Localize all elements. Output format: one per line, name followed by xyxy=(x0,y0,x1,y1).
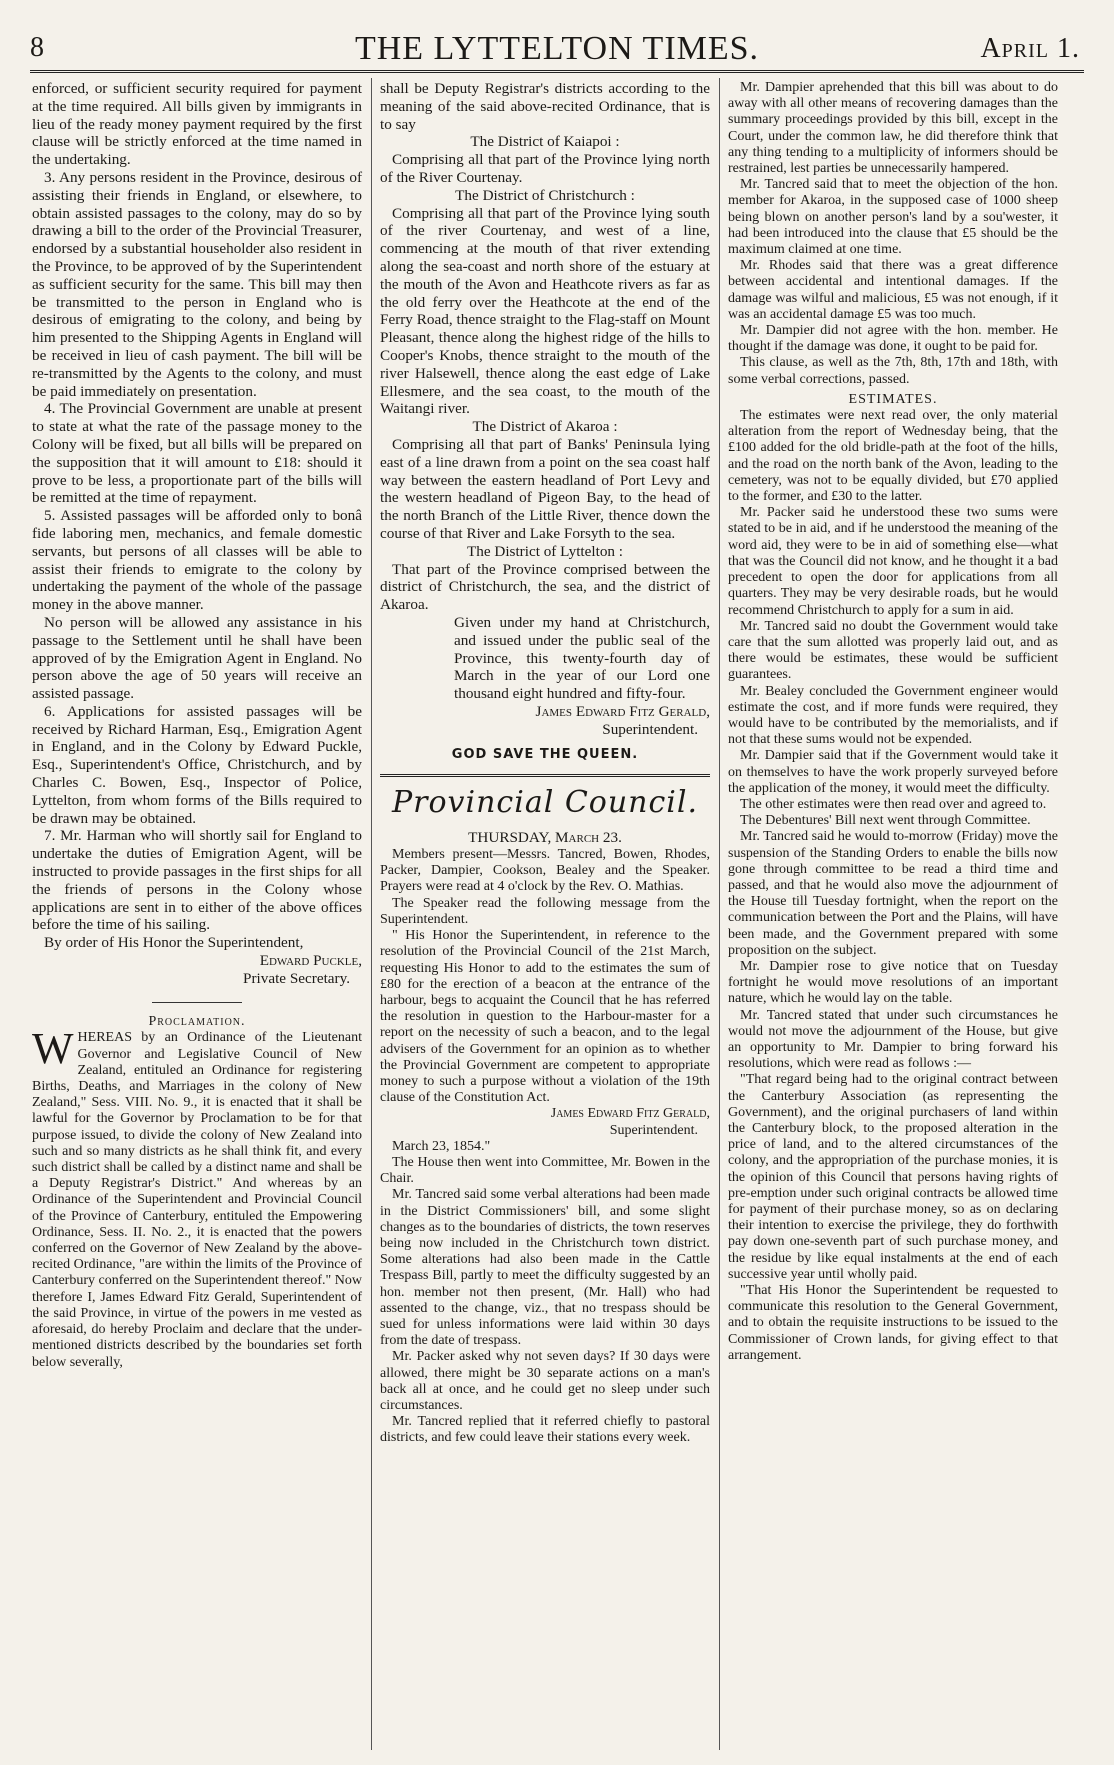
district-title: The District of Akaroa : xyxy=(472,418,618,436)
paragraph: By order of His Honor the Superintendent, xyxy=(44,934,304,952)
paragraph: Mr. Packer asked why not seven days? If 30 days were allowed, there might be 30 separate actions on a man's back all at once, and he could get no sleep under such circumstances. xyxy=(380,1349,710,1413)
district-description: Comprising all that part of the Province lying north of the River Courtenay. xyxy=(380,151,710,186)
paragraph: Mr. Tancred said that to meet the objection of the hon. member for Akaroa, in the supposed case of 1000 sheep being blown on another person's land by a sou'wester, it had been introduced into the clause that £5 should be the maximum claimed at one time. xyxy=(728,177,1058,258)
proclamation-text xyxy=(32,1024,362,1370)
issue-date: April 1. xyxy=(980,33,1080,64)
paragraph: This clause, as well as the 7th, 8th, 17th and 18th, with some verbal corrections, passed. xyxy=(728,355,1058,387)
paragraph: Mr. Dampier did not agree with the hon. member. He thought if the damage was done, it ought to be paid for. xyxy=(728,323,1058,355)
paragraph: Mr. Tancred said no doubt the Government would take care that the sum allotted was properly laid out, and as there would be estimates, these would be sufficient guarantees. xyxy=(728,618,1058,683)
provincial-council-heading: Provincial Council. xyxy=(391,785,699,821)
paragraph: shall be Deputy Registrar's districts according to the meaning of the said above-recited Ordinance, that is to say xyxy=(380,80,710,133)
section-rule xyxy=(152,1002,242,1003)
column-divider xyxy=(371,78,372,1750)
column-3 xyxy=(728,80,1058,1364)
paragraph: Mr. Tancred said he would to-morrow (Friday) move the suspension of the Standing Orders to enable the bills now gone through committee to be read a third time and passed, and that he would also move the adjournment of the House till Tuesday fortnight, when the report on the communication between the Port and the Plains, will have been made, and the Government prepared with some proposition on the subject. xyxy=(728,829,1058,958)
paragraph: The House then went into Committee, Mr. Bowen in the Chair. xyxy=(380,1154,710,1187)
superintendent-message: " His Honor the Superintendent, in reference to the resolution of the Provincial Council of the 21st March, requesting His Honor to add to the estimates the sum of £80 for the erection of a beacon at the entrance of the harbour, begs to acquaint the Council that he has referred the resolution in question to the Harbour-master for a report on the necessity of such a beacon, and to the legal advisers of the Government for an opinion as to whether the Provincial Government are competent to appropriate money to such a purpose without a violation of the 19th clause of the Constitution Act. xyxy=(380,928,710,1106)
paragraph: Mr. Bealey concluded the Government engineer would estimate the cost, and if more funds were required, they would have to be contributed by the memorialists, and if not that these sums would not be expended. xyxy=(728,683,1058,748)
session-date: THURSDAY, March 23. xyxy=(468,829,622,847)
signature-title: Superintendent. xyxy=(609,1122,698,1138)
district-title: The District of Christchurch : xyxy=(455,186,635,204)
paragraph: Mr. Dampier rose to give notice that on Tuesday fortnight he would move resolutions of an important nature, which he would lay on the table. xyxy=(728,958,1058,1007)
given-under-hand: Given under my hand at Christchurch, and issued under the public seal of the Province, this twenty-fourth day of March in the year of our Lord one thousand eight hundred and fifty-four. xyxy=(454,613,710,703)
paragraph: Mr. Rhodes said that there was a great difference between accidental and intentional damages. If the damage was wilful and malicious, £5 was not enough, if it was an accidental damage £5 was too much. xyxy=(728,258,1058,322)
resolution: "That regard being had to the original contract between the Canterbury Association (as representing the Government), and the original purchasers of land within the Canterbury block, to the proposed alteration in the price of land, and to the altered circumstances of the colony, and the appropriation of the purchase monies, it is the opinion of this Council that persons having rights of pre-emption under such original contracts be allowed time for payment of their purchase money, so as on declaring their intention to exercise the privilege, they do forthwith pay down one-seventh part of such purchase money, and the residue by like equal instalments at the end of each successive year until wholly paid. xyxy=(728,1072,1058,1282)
paragraph: 5. Assisted passages will be afforded only to bonâ fide laboring men, mechanics, and female domestic servants, but persons of all classes will be able to assist their friends to emigrate to the colony by undertaking the payment of the whole of the passage money in the above manner. xyxy=(32,507,362,614)
newspaper-title: THE LYTTELTON TIMES. xyxy=(354,30,760,67)
message-date: March 23, 1854." xyxy=(392,1138,491,1154)
proclamation-heading: Proclamation. xyxy=(148,1013,246,1029)
estimates-heading: ESTIMATES. xyxy=(848,391,938,407)
district-description: That part of the Province comprised between the district of Christchurch, the sea, and the district of Akaroa. xyxy=(380,560,710,614)
masthead-rule xyxy=(30,70,1084,73)
column-1 xyxy=(32,80,362,1371)
masthead xyxy=(30,30,1084,66)
paragraph: 3. Any persons resident in the Province, desirous of assisting their friends in England, or elsewhere, to obtain assisted passages to the colony, may do so by drawing a bill to the order of the Provincial Treasurer, endorsed by a substantial householder also resident in the Province, to be approved of by the Superintendent as sufficient security for the same. This bill may then be transmitted to the person in England who is desirous of emigrating to the colony, and being by him presented to the Shipping Agents in England will be received in lieu of cash payment. The bill will be re-transmitted by the Agents to the colony, and must be paid immediately on presentation. xyxy=(32,168,362,400)
paragraph: The Speaker read the following message from the Superintendent. xyxy=(380,895,710,927)
district-description: Comprising all that part of the Province lying south of the river Courtenay, and west of a line, commencing at the mouth of that river extending along the sea-coast and north shore of the estuary at the mouth of the Avon and Heathcote rivers as far as the old ferry over the Heathcote at the end of the Ferry Road, thence straight to the Flag-staff on Mount Pleasant, thence along the highest ridge of the hills to Cooper's Knobs, thence straight to the mouth of the river Halsewell, thence along the east edge of Lake Ellesmere, and the sea coast, to the mouth of the Waitangi river. xyxy=(380,204,710,418)
paragraph: The estimates were next read over, the only material alteration from the report of Wednesday being, that the £100 added for the old bridle-path at the foot of the hills, and the road on the north bank of the Avon, leading to the cemetery, was not to be equally divided, but £70 applied to the former, and £30 to the latter. xyxy=(728,408,1058,505)
paragraph: No person will be allowed any assistance in his passage to the Settlement until he shall have been approved of by the Emigration Agent in England. No person above the age of 50 years will receive an assisted passage. xyxy=(32,613,362,703)
paragraph: Mr. Tancred replied that it referred chiefly to pastoral districts, and few could leave their stations every week. xyxy=(380,1414,710,1446)
paragraph: Mr. Tancred stated that under such circumstances he would not move the adjournment of the House, but give an opportunity to Mr. Dampier to bring forward his resolutions, which were read as follows :— xyxy=(728,1007,1058,1072)
god-save-the-queen: GOD SAVE THE QUEEN. xyxy=(451,747,639,763)
column-2 xyxy=(380,80,710,1447)
signature-title: Superintendent. xyxy=(602,720,698,738)
paragraph: enforced, or sufficient security required for payment at the time required. All bills given by immigrants in lieu of the ready money payment required by the first clause will be strictly enforced at the time named in the undertaking. xyxy=(32,80,362,169)
paragraph: The other estimates were then read over and agreed to. xyxy=(740,796,1047,812)
signature-name: James Edward Fitz Gerald, xyxy=(535,702,710,720)
district-description: Comprising all that part of Banks' Peninsula lying east of a line drawn from a point on the sea coast half way between the eastern headland of Port Levy and the western headland of Pigeon Bay, to the head of the north Branch of the Little River, thence down the course of that River and Lake Forsyth to the sea. xyxy=(380,435,710,542)
paragraph: Mr. Tancred said some verbal alterations had been made in the District Commissioners' bill, and some slight changes as to the boundaries of districts, the town reserves being now included in the Christchurch town district. Some alterations had also been made in the Cattle Trespass Bill, partly to meet the difficulty suggested by an hon. member not then present, (Mr. Hall) who had assented to the change, viz., that no trespass should be sued for unless informations were laid within 30 days from the date of trespass. xyxy=(380,1187,710,1349)
page-number: 8 xyxy=(30,32,44,63)
signature-title: Private Secretary. xyxy=(243,969,350,987)
district-title: The District of Lyttelton : xyxy=(466,542,624,560)
paragraph: 4. The Provincial Government are unable at present to state at what the rate of the passage money to the Colony will be fixed, but all bills will be prepared on the supposition that it will amount to £18: should it prove to be less, a proportionate part of the bills will be remitted at the time of repayment. xyxy=(32,400,362,507)
proclamation-body: HEREAS by an Ordinance of the Lieutenant Governor and Legislative Council of New Zealand, entituled an Ordinance for registering Births, Deaths, and Marriages in the colony of New Zealand," Sess. VIII. No. 9., it is enacted that it shall be lawful for the Governor by Proclamation to be for that purpose issued, to divide the colony of New Zealand into such and so many districts as he shall think fit, and every such district shall be called by a distinct name and shall be a Deputy Registrar's District." And whereas by an Ordinance of the Superintendent and Provincial Council of the Province of Canterbury, entituled the Empowering Ordinance, Sess. II. No. 2., it is enacted that the powers conferred on the Governor of New Zealand by the above-recited Ordinance, "are within the limits of the Province of Canterbury conferred on the Superintendent thereof." Now therefore I, James Edward Fitz Gerald, Superintendent of the said Province, in virtue of the powers in me vested as aforesaid, do hereby Proclaim and declare that the under-mentioned districts described by the boundaries set forth below severally, xyxy=(32,1030,362,1370)
signature-name: Edward Puckle, xyxy=(259,952,362,970)
paragraph: Mr. Dampier said that if the Government would take it on themselves to have the work properly surveyed before the application of the money, it would meet the difficulty. xyxy=(728,748,1058,796)
district-title: The District of Kaiapoi : xyxy=(470,133,620,151)
signature-name: James Edward Fitz Gerald, xyxy=(550,1106,710,1122)
paragraph: 7. Mr. Harman who will shortly sail for England to undertake the duties of Emigration Agent, will be instructed to provide passages in the first ships for all the friends of persons in the Colony whose applications are sent in to either of the above offices before the time of his sailing. xyxy=(32,827,362,934)
paragraph: The Debentures' Bill next went through Committee. xyxy=(740,813,1031,829)
section-rule xyxy=(380,774,710,777)
paragraph: Members present—Messrs. Tancred, Bowen, Rhodes, Packer, Dampier, Cookson, Bealey and the Speaker. Prayers were read at 4 o'clock by the Rev. O. Mathias. xyxy=(380,847,710,895)
column-divider xyxy=(719,78,720,1750)
paragraph: 6. Applications for assisted passages will be received by Richard Harman, Esq., Emigration Agent in England, and in the Colony by Edward Puckle, Esq., Superintendent's Office, Christchurch, and by Charles C. Bowen, Esq., Inspector of Police, Lyttelton, from whom forms of the Bills required to be drawn may be obtained. xyxy=(32,702,362,827)
paragraph: Mr. Dampier aprehended that this bill was about to do away with all other means of recovering damages than the summary proceedings provided by this bill, except in the Court, under the common law, he did therefore think that any thing tending to a multiplicity of informers should be restrained, lest parties be unnecessarily hampered. xyxy=(728,80,1058,177)
resolution: "That His Honor the Superintendent be requested to communicate this resolution to the General Government, and to obtain the requisite instructions to be issued to the Commissioner of Crown lands, for giving effect to that arrangement. xyxy=(728,1283,1058,1363)
paragraph: Mr. Packer said he understood these two sums were stated to be in aid, and if he understood the meaning of the word aid, they were to be in aid of something else—what that was the Council did not know, and he thought it a bad precedent to open the door for applications from all quarters. They may be very desirable roads, but he would recommend Christchurch to apply for a sum in aid. xyxy=(728,505,1058,618)
drop-cap: W xyxy=(32,1024,74,1074)
